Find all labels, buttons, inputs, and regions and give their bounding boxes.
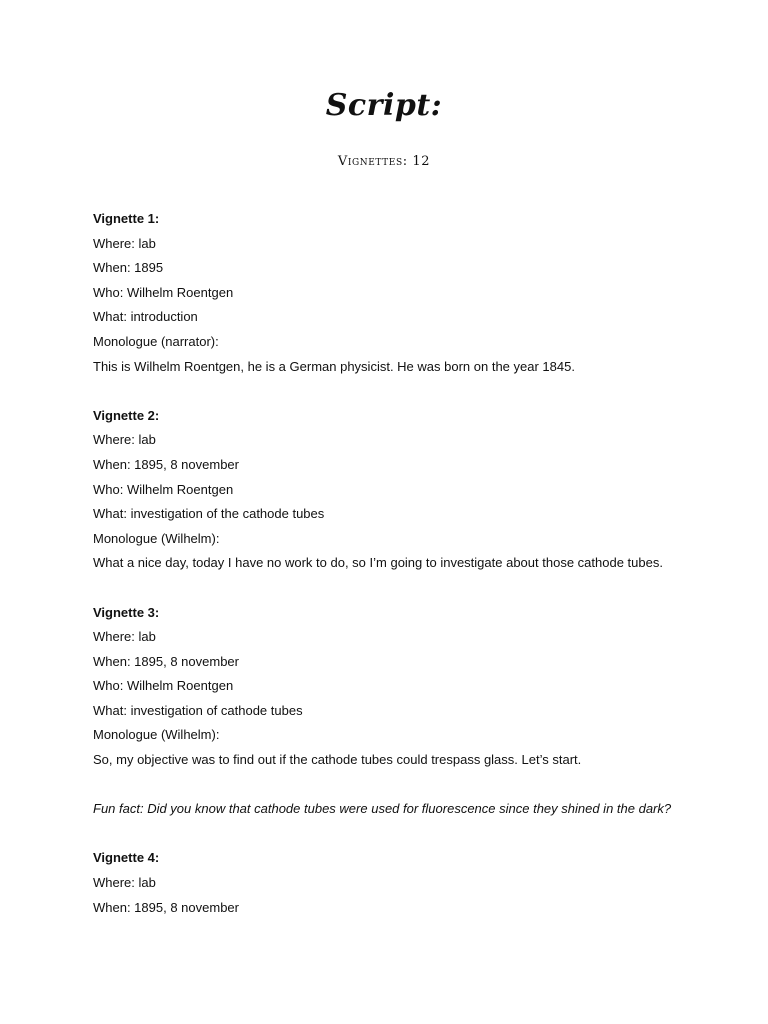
vignette-monologue: What a nice day, today I have no work to do, so I’m going to investigate about those cathode tubes.	[93, 555, 663, 571]
vignette-what: What: investigation of the cathode tubes	[93, 506, 325, 522]
vignette-when: When: 1895, 8 november	[93, 653, 239, 669]
vignette-heading: Vignette 3:	[93, 604, 160, 620]
vignette-where: Where: lab	[93, 875, 156, 891]
vignette-1	[93, 209, 733, 381]
vignette-heading: Vignette 2:	[93, 407, 160, 423]
vignette-what: What: introduction	[93, 309, 198, 325]
vignette-heading: Vignette 1:	[93, 211, 160, 226]
vignette-who: Who: Wilhelm Roentgen	[93, 481, 234, 497]
spacer	[93, 381, 733, 406]
script-body	[93, 209, 733, 922]
vignette-what: What: investigation of cathode tubes	[93, 702, 303, 718]
vignette-monologue-label: Monologue (narrator):	[93, 333, 219, 349]
vignette-monologue: This is Wilhelm Roentgen, he is a German physicist. He was born on the year 1845.	[93, 358, 575, 374]
spacer	[93, 578, 733, 603]
vignette-3	[93, 603, 733, 824]
vignette-heading: Vignette 4:	[93, 850, 160, 866]
spacer	[93, 775, 733, 800]
page-title: Script:	[325, 88, 443, 123]
vignette-when: When: 1895, 8 november	[93, 456, 239, 472]
vignette-2	[93, 406, 733, 578]
vignette-monologue: So, my objective was to find out if the cathode tubes could trespass glass. Let’s start.	[93, 752, 582, 768]
vignette-when: When: 1895	[93, 260, 164, 276]
vignette-who: Who: Wilhelm Roentgen	[93, 678, 234, 694]
vignette-monologue-label: Monologue (Wilhelm):	[93, 727, 220, 743]
vignette-4	[93, 848, 733, 922]
vignette-where: Where: lab	[93, 235, 156, 251]
vignette-when: When: 1895, 8 november	[93, 899, 239, 915]
vignette-monologue-label: Monologue (Wilhelm):	[93, 530, 220, 546]
vignette-where: Where: lab	[93, 629, 156, 645]
page-subtitle: Vignettes: 12	[337, 154, 431, 169]
spacer	[93, 824, 733, 849]
vignette-who: Who: Wilhelm Roentgen	[93, 284, 234, 300]
fun-fact: Fun fact: Did you know that cathode tubes were used for fluorescence since they shined in the dark?	[93, 801, 672, 817]
vignette-where: Where: lab	[93, 432, 156, 448]
